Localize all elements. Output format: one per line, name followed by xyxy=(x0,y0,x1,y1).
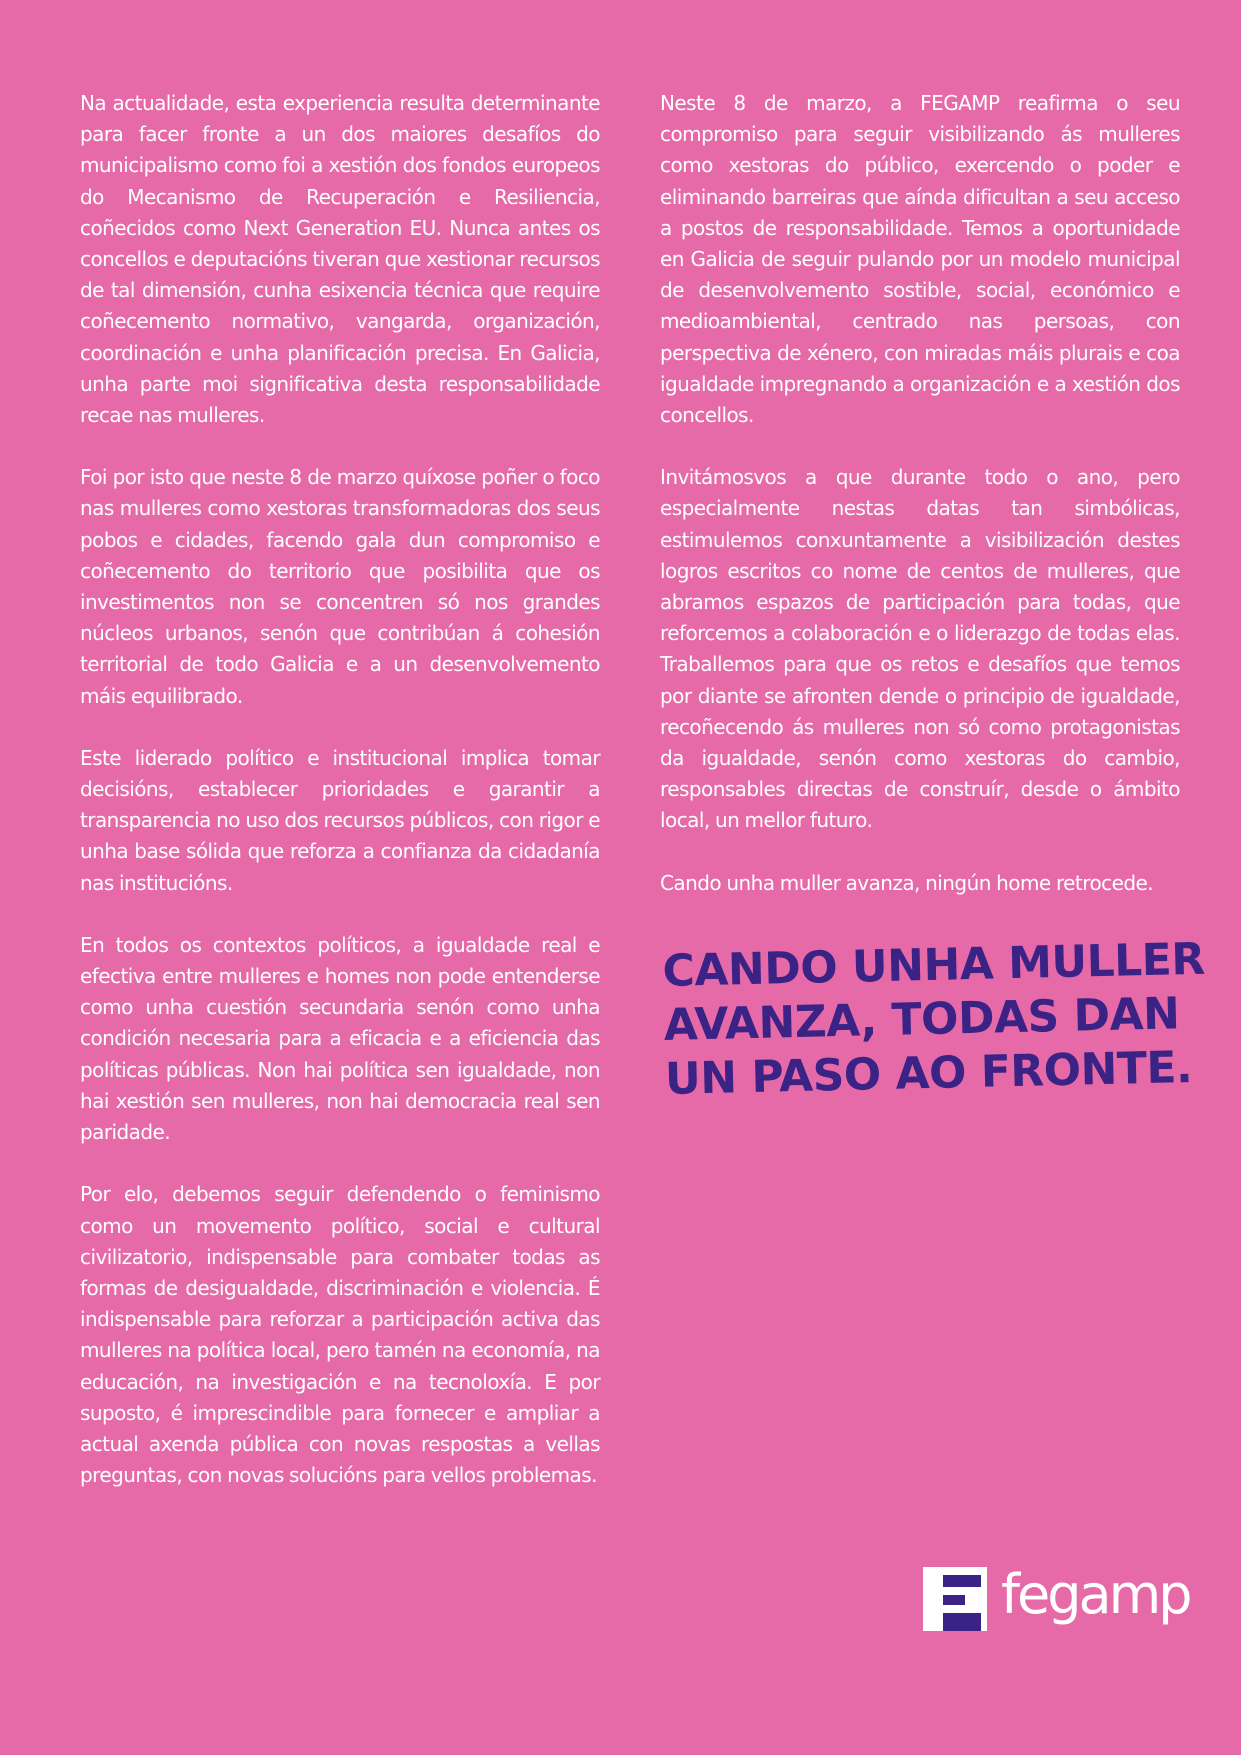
logo-wordmark: fegamp xyxy=(1001,1563,1190,1626)
fegamp-logo xyxy=(923,1563,1190,1631)
slogan xyxy=(662,933,1206,1107)
left-text-column xyxy=(80,88,600,1522)
slogan-line: AVANZA, TODAS DAN xyxy=(663,988,1180,1051)
paragraph: En todos os contextos políticos, a igualdade real e efectiva entre mulleres e homes non pode entenderse como unha cuestión secundaria senón como unha condición necesaria para a eficacia e a eficiencia das políticas públicas. Non hai política sen igualdade, non hai xestión sen mulleres, non hai democracia real sen paridade. xyxy=(80,932,600,1145)
paragraph: Foi por isto que neste 8 de marzo quíxose poñer o foco nas mulleres como xestoras transformadoras dos seus pobos e cidades, facendo gala dun compromiso e coñecemento do territorio que posibilita que os investimentos non se concentren só nos grandes núcleos urbanos, senón que contribúan á cohesión territorial de todo Galicia e a un desenvolvemento máis equilibrado. xyxy=(80,465,600,708)
paragraph: Na actualidade, esta experiencia resulta determinante para facer fronte a un dos maiores desafíos do municipalismo como foi a xestión dos fondos europeos do Mecanismo de Recuperación e Resiliencia, coñecidos como Next Generation EU. Nunca antes os concellos e deputacións tiveran que xestionar recursos de tal dimensión, cunha esixencia técnica que require coñecemento normativo, vangarda, organización, coordinación e unha planificación precisa. En Galicia, unha parte moi significativa desta responsabilidade recae nas mulleres. xyxy=(80,91,600,428)
fegamp-logo-mark-icon xyxy=(923,1567,987,1631)
closing-line: Cando unha muller avanza, ningún home retrocede. xyxy=(660,870,1154,895)
paragraph: Invitámosvos a que durante todo o ano, pero especialmente nestas datas tan simbólicas, estimulemos conxuntamente a visibilización destes logros escritos co nome de centos de mulleres, que abramos espazos de participación para todas, que reforcemos a colaboración e o liderazgo de todas elas. Traballemos para que os retos e desafíos que temos por diante se afronten dende o principio de igualdade, recoñecendo ás mulleres non só como protagonistas da igualdade, senón como xestoras do cambio, responsables directas de construír, desde o ámbito local, un mellor futuro. xyxy=(660,465,1180,833)
slogan-line: UN PASO AO FRONTE. xyxy=(664,1042,1193,1105)
slogan-line: CANDO UNHA MULLER xyxy=(662,933,1206,997)
right-text-column xyxy=(660,88,1180,930)
paragraph: Neste 8 de marzo, a FEGAMP reafirma o seu compromiso para seguir visibilizando ás mulleres como xestoras do público, exercendo o poder e eliminando barreiras que aínda dificultan a seu acceso a postos de responsabilidade. Temos a oportunidade en Galicia de seguir pulando por un modelo municipal de desenvolvemento sostible, social, económico e medioambiental, centrado nas persoas, con perspectiva de xénero, con miradas máis plurais e coa igualdade impregnando a organización e a xestión dos concellos. xyxy=(660,91,1180,428)
paragraph: Este liderado político e institucional implica tomar decisións, establecer prioridades e garantir a transparencia no uso dos recursos públicos, con rigor e unha base sólida que reforza a confianza da cidadanía nas institucións. xyxy=(80,745,600,895)
paragraph: Por elo, debemos seguir defendendo o feminismo como un movemento político, social e cultural civilizatorio, indispensable para combater todas as formas de desigualdade, discriminación e violencia. É indispensable para reforzar a participación activa das mulleres na política local, pero tamén na economía, na educación, na investigación e na tecnoloxía. E por suposto, é imprescindible para fornecer e ampliar a actual axenda pública con novas respostas a vellas preguntas, con novas solucións para vellos problemas. xyxy=(80,1182,600,1488)
